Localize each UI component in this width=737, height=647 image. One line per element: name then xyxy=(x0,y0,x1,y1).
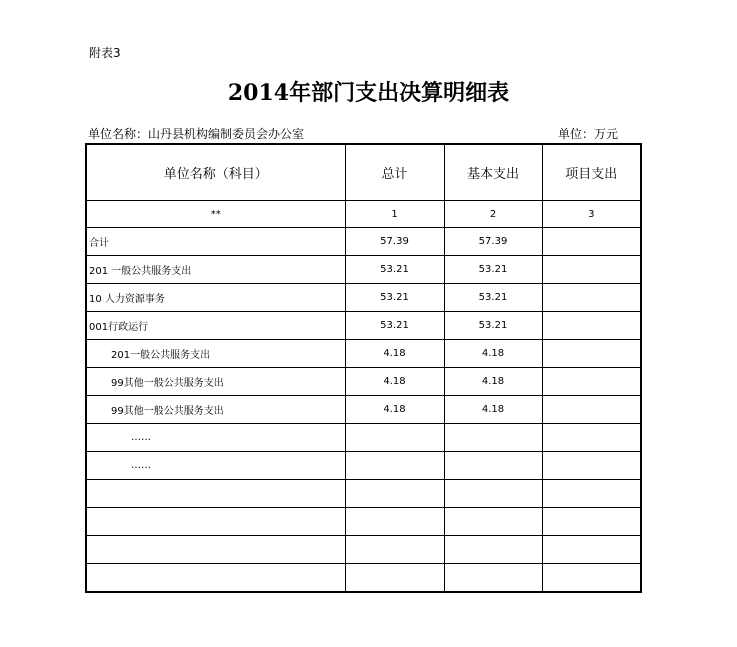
row-name xyxy=(86,480,345,508)
table-row xyxy=(86,564,641,593)
row-name: 99其他一般公共服务支出 xyxy=(86,396,345,424)
table-row xyxy=(86,452,641,480)
row-basic xyxy=(444,536,542,564)
row-basic: 53.21 xyxy=(444,256,542,284)
attachment-label: 附表3 xyxy=(89,46,121,60)
row-basic xyxy=(444,452,542,480)
row-name xyxy=(86,564,345,593)
row-name: 99其他一般公共服务支出 xyxy=(86,368,345,396)
row-project xyxy=(542,424,641,452)
row-name xyxy=(86,536,345,564)
row-name: 合计 xyxy=(86,228,345,256)
row-project xyxy=(542,452,641,480)
header-total: 总计 xyxy=(345,144,444,201)
page-title: 2014年部门支出决算明细表 xyxy=(227,80,510,106)
table-row xyxy=(86,424,641,452)
row-project xyxy=(542,228,641,256)
table-row xyxy=(86,480,641,508)
row-total: 57.39 xyxy=(345,228,444,256)
row-project xyxy=(542,480,641,508)
currency-unit-label: 单位：万元 xyxy=(558,127,619,141)
row-name: …… xyxy=(86,424,345,452)
row-total: 4.18 xyxy=(345,368,444,396)
expenditure-table xyxy=(85,143,642,593)
row-basic xyxy=(444,424,542,452)
row-basic: 53.21 xyxy=(444,312,542,340)
row-total xyxy=(345,536,444,564)
row-basic: 4.18 xyxy=(444,396,542,424)
index-row xyxy=(86,201,641,228)
row-name: 10 人力资源事务 xyxy=(86,284,345,312)
row-basic: 53.21 xyxy=(444,284,542,312)
row-project xyxy=(542,284,641,312)
row-total: 53.21 xyxy=(345,312,444,340)
row-project xyxy=(542,564,641,593)
row-basic xyxy=(444,564,542,593)
row-basic: 4.18 xyxy=(444,340,542,368)
table-row xyxy=(86,256,641,284)
table-row xyxy=(86,284,641,312)
index-cell: 2 xyxy=(444,201,542,228)
table-row xyxy=(86,508,641,536)
row-total: 4.18 xyxy=(345,340,444,368)
row-name: 201一般公共服务支出 xyxy=(86,340,345,368)
unit-name-label: 单位名称：山丹县机构编制委员会办公室 xyxy=(88,127,305,141)
row-project xyxy=(542,368,641,396)
row-name: 201 一般公共服务支出 xyxy=(86,256,345,284)
index-cell: 3 xyxy=(542,201,641,228)
table-row xyxy=(86,312,641,340)
row-project xyxy=(542,536,641,564)
row-project xyxy=(542,508,641,536)
header-project-expenditure: 项目支出 xyxy=(542,144,641,201)
table-row xyxy=(86,536,641,564)
row-name: …… xyxy=(86,452,345,480)
row-project xyxy=(542,312,641,340)
table-row xyxy=(86,228,641,256)
row-basic: 57.39 xyxy=(444,228,542,256)
row-basic xyxy=(444,480,542,508)
row-total xyxy=(345,452,444,480)
header-unit-name: 单位名称（科目） xyxy=(86,144,345,201)
table-row xyxy=(86,396,641,424)
table-row xyxy=(86,368,641,396)
row-total: 53.21 xyxy=(345,284,444,312)
row-project xyxy=(542,256,641,284)
header-basic-expenditure: 基本支出 xyxy=(444,144,542,201)
index-cell: ** xyxy=(86,201,345,228)
row-project xyxy=(542,340,641,368)
row-total xyxy=(345,424,444,452)
row-total xyxy=(345,508,444,536)
row-total xyxy=(345,564,444,593)
row-basic: 4.18 xyxy=(444,368,542,396)
table-row xyxy=(86,340,641,368)
row-basic xyxy=(444,508,542,536)
row-total xyxy=(345,480,444,508)
row-project xyxy=(542,396,641,424)
index-cell: 1 xyxy=(345,201,444,228)
row-name: 001行政运行 xyxy=(86,312,345,340)
row-total: 53.21 xyxy=(345,256,444,284)
table-header-row xyxy=(86,144,641,201)
row-total: 4.18 xyxy=(345,396,444,424)
row-name xyxy=(86,508,345,536)
